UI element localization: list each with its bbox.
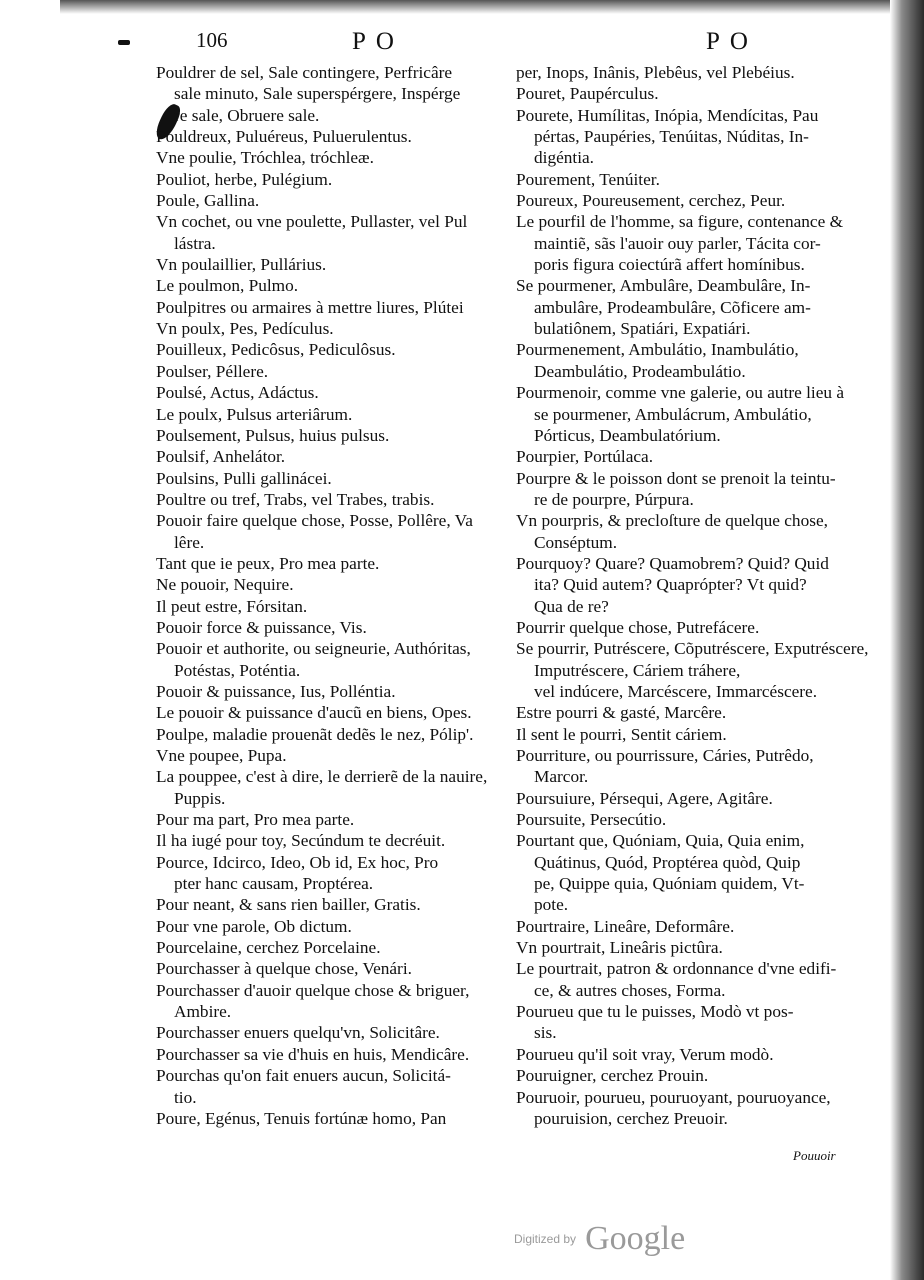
dictionary-entry: Poursuite, Persecútio. [516, 810, 667, 830]
dictionary-entry: Pourcelaine, cerchez Porcelaine. [156, 938, 381, 958]
left-column [156, 62, 556, 1129]
dictionary-entry: Pourquoy? Quare? Quamobrem? Quid? Quid ita? Quid autem? Quaprópter? Vt quid? Qua de re? [516, 553, 829, 616]
dictionary-entry: Le poulmon, Pulmo. [156, 276, 299, 296]
dictionary-entry: Vn poulaillier, Pullárius. [156, 255, 327, 275]
dictionary-entry: Poulser, Péllere. [156, 361, 269, 381]
dictionary-entry: Poureux, Poureusement, cerchez, Peur. [516, 191, 786, 211]
dictionary-entry: Pour neant, & sans rien bailler, Gratis. [156, 895, 421, 915]
dictionary-entry: Vn pourtrait, Lineâris pictûra. [516, 938, 723, 958]
dictionary-entry: Pourchasser enuers quelqu'vn, Solicitâre. [156, 1023, 440, 1043]
catchword: Pouuoir [793, 1148, 836, 1163]
dictionary-entry: Pouliot, herbe, Pulégium. [156, 169, 333, 189]
dictionary-entry: Il sent le pourri, Sentit cáriem. [516, 724, 727, 744]
dictionary-entry: Poulsins, Pulli gallinácei. [156, 468, 332, 488]
watermark-brand: Google [585, 1220, 686, 1257]
dictionary-entry: Pouruoir, pourueu, pouruoyant, pouruoyance, pouruision, cerchez Preuoir. [516, 1087, 831, 1128]
scan-top-shadow [60, 0, 924, 14]
dictionary-entry: Poursuiure, Pérsequi, Agere, Agitâre. [516, 788, 773, 808]
dictionary-entry: Le poulx, Pulsus arteriârum. [156, 404, 353, 424]
dictionary-entry: Se pourrir, Putréscere, Cõputréscere, Exputréscere, Imputréscere, Cáriem tráhere, vel indúcere, Marcéscere, Immarcéscere. [516, 639, 869, 701]
dictionary-entry: Le pouoir & puissance d'aucũ en biens, Opes. [156, 703, 472, 723]
dictionary-entry: Pourtant que, Quóniam, Quia, Quia enim, Quátinus, Quód, Proptérea quòd, Quip pe, Quippe quia, Quóniam quidem, Vt- pote. [516, 831, 805, 915]
running-head-left: PO [352, 28, 404, 55]
dictionary-entry: Il ha iugé pour toy, Secúndum te decréuit. [156, 831, 446, 851]
dictionary-entry: Poule, Gallina. [156, 191, 260, 211]
dictionary-entry: Vn cochet, ou vne poulette, Pullaster, vel Pul lástra. [156, 212, 468, 253]
dictionary-entry: Pourrir quelque chose, Putrefácere. [516, 617, 760, 637]
dictionary-entry: Vne poulie, Tróchlea, tróchleæ. [156, 148, 374, 168]
dictionary-entry: Pouret, Paupérculus. [516, 84, 659, 104]
dictionary-entry: Pourmenement, Ambulátio, Inambulátio, Deambulátio, Prodeambulátio. [516, 340, 799, 381]
dictionary-entry: Se pourmener, Ambulâre, Deambulâre, In- ambulâre, Prodeambulâre, Cõficere am- bulatiônem, Spatiári, Expatiári. [516, 276, 811, 339]
dictionary-entry: Pourchas qu'on fait enuers aucun, Solicitá- tio. [156, 1066, 451, 1107]
dictionary-entry: Poulsement, Pulsus, huius pulsus. [156, 425, 390, 445]
dictionary-entry: Pource, Idcirco, Ideo, Ob id, Ex hoc, Pro pter hanc causam, Proptérea. [156, 852, 439, 894]
dictionary-entry: Le pourfil de l'homme, sa figure, contenance & maintiẽ, sãs l'auoir ouy parler, Tácita cor- poris figura coiectúrã affert homínibus. [516, 212, 844, 275]
margin-mark [118, 40, 130, 45]
dictionary-entry: Poulsé, Actus, Adáctus. [156, 383, 319, 403]
dictionary-entry: Le pourtrait, patron & ordonnance d'vne edifi- ce, & autres choses, Forma. [516, 959, 837, 1000]
dictionary-entry: Tant que ie peux, Pro mea parte. [156, 553, 380, 573]
dictionary-entry: Pouilleux, Pedicôsus, Pediculôsus. [156, 340, 396, 360]
dictionary-entry: Pourpier, Portúlaca. [516, 447, 654, 467]
dictionary-entry: Pourtraire, Lineâre, Deformâre. [516, 916, 735, 936]
dictionary-entry: Pourchasser à quelque chose, Venári. [156, 959, 412, 979]
dictionary-entry: Pour vne parole, Ob dictum. [156, 916, 352, 936]
dictionary-entry: Pouoir faire quelque chose, Posse, Pollêre, Va lêre. [156, 511, 473, 552]
dictionary-entry: Poulsif, Anhelátor. [156, 447, 286, 467]
digitized-watermark [514, 1220, 685, 1258]
dictionary-entry: Pouoir et authorite, ou seigneurie, Authóritas, Potéstas, Poténtia. [156, 639, 471, 680]
dictionary-entry: Pourpre & le poisson dont se prenoit la teintu- re de pourpre, Púrpura. [516, 468, 836, 509]
dictionary-entry: Il peut estre, Fórsitan. [156, 596, 308, 616]
dictionary-entry: Pourueu qu'il soit vray, Verum modò. [516, 1044, 774, 1064]
dictionary-entry: Vn pourpris, & precloſture de quelque chose, Conséptum. [516, 511, 828, 552]
dictionary-entry: Pourriture, ou pourrissure, Cáries, Putrêdo, Marcor. [516, 746, 814, 787]
dictionary-entry: Pouoir force & puissance, Vis. [156, 617, 367, 637]
dictionary-entry: Pourchasser sa vie d'huis en huis, Mendicâre. [156, 1044, 470, 1064]
dictionary-entry: Poultre ou tref, Trabs, vel Trabes, trabis. [156, 489, 435, 509]
dictionary-entry: Pouoir & puissance, Ius, Polléntia. [156, 681, 396, 701]
dictionary-entry: Pourchasser d'auoir quelque chose & briguer, Ambire. [156, 980, 470, 1022]
watermark-prefix: Digitized by [514, 1232, 577, 1246]
dictionary-entry: Pour ma part, Pro mea parte. [156, 810, 355, 830]
dictionary-entry: Ne pouoir, Nequire. [156, 575, 294, 595]
right-column [516, 62, 898, 1129]
dictionary-entry: Vne poupee, Pupa. [156, 746, 287, 765]
dictionary-entry: Poure, Egénus, Tenuis fortúnæ homo, Pan [156, 1108, 447, 1128]
dictionary-entry: Pourueu que tu le puisses, Modò vt pos- sis. [516, 1002, 794, 1043]
dictionary-entry: per, Inops, Inânis, Plebêus, vel Plebéius. [516, 63, 795, 82]
page-number: 106 [196, 28, 228, 52]
dictionary-entry: Poulpe, maladie prouenãt dedẽs le nez, Pólip'. [156, 724, 474, 744]
dictionary-entry: Pourement, Tenúiter. [516, 169, 660, 189]
dictionary-entry: Pouruigner, cerchez Prouin. [516, 1066, 709, 1086]
dictionary-entry: Pourete, Humílitas, Inópia, Mendícitas, Pau pértas, Paupéries, Tenúitas, Núditas, In- digéntia. [516, 105, 819, 168]
dictionary-entry: Pouldrer de sel, Sale contingere, Perfricâre sale minuto, Sale superspérgere, Inspérge re sale, Obruere sale. [156, 63, 461, 125]
running-head-right: PO [706, 28, 758, 55]
dictionary-entry: Vn poulx, Pes, Pedículus. [156, 319, 334, 339]
dictionary-entry: Estre pourri & gasté, Marcêre. [516, 703, 727, 723]
dictionary-entry: Poulpitres ou armaires à mettre liures, Plútei [156, 297, 464, 317]
dictionary-entry: Pourmenoir, comme vne galerie, ou autre lieu à se pourmener, Ambulácrum, Ambulátio, Pórticus, Deambulatórium. [516, 383, 845, 445]
dictionary-entry: La pouppee, c'est à dire, le derrierẽ de la nauire, Puppis. [156, 767, 488, 808]
dictionary-entry: Pouldreux, Puluéreus, Puluerulentus. [156, 127, 412, 147]
